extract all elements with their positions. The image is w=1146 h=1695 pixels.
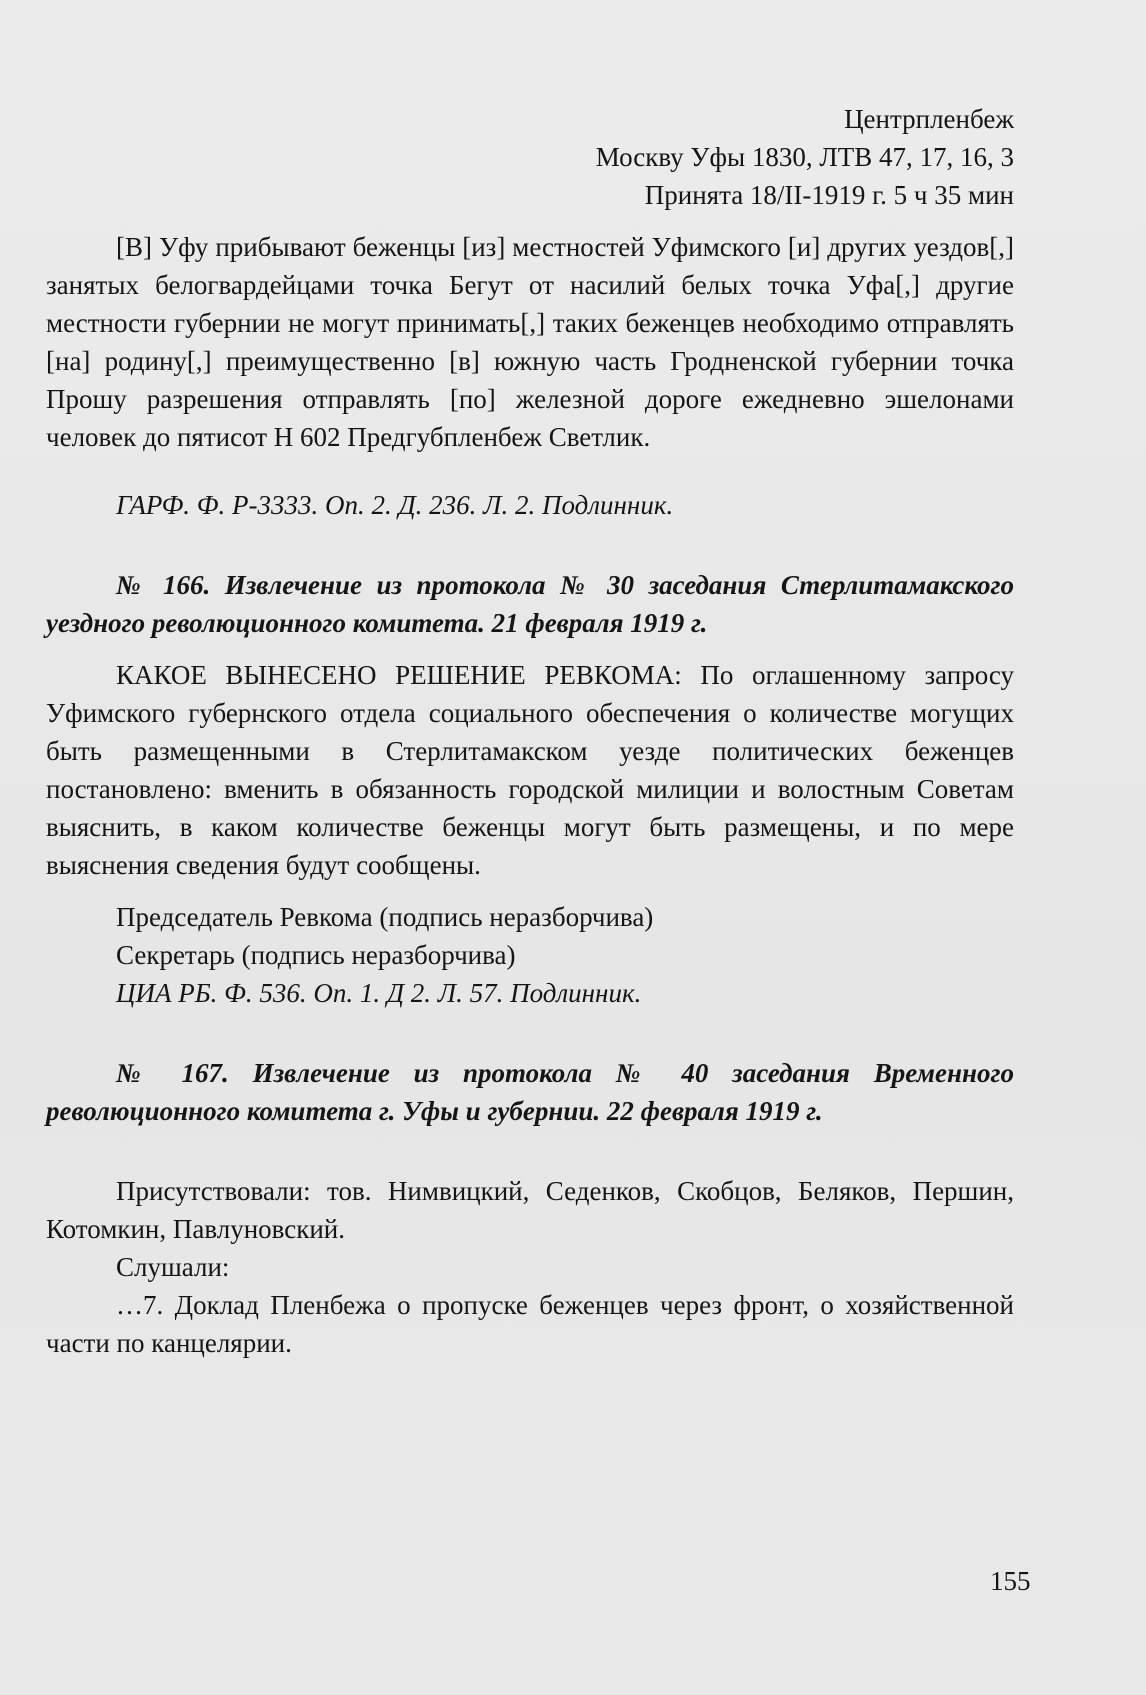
telegram-recipient: Центрпленбеж (844, 104, 1014, 134)
page-number: 155 (990, 1566, 1031, 1596)
telegram-received: Принята 18/II-1919 г. 5 ч 35 мин (644, 180, 1014, 210)
agenda-item-7: …7. Доклад Пленбежа о пропуске беженцев через фронт, о хозяйственной части по канцелярии. (46, 1290, 1014, 1358)
telegram-header (46, 100, 1014, 214)
archive-source-1: ГАРФ. Ф. Р-3333. Оп. 2. Д. 236. Л. 2. Подлинник. (116, 490, 674, 520)
telegram-body: [В] Уфу прибывают беженцы [из] местностей Уфимского [и] других уездов[,] занятых белогвардейцами точка Бегут от насилий белых точка Уфа[,] другие местности губернии не могут принимать[,] таких беженцев необходимо отправлять [на] родину[,] преимущественно [в] южную часть Гродненской губернии точка Прошу разрешения отправлять [по] железной дороге ежедневно эшелонами человек до пятисот Н 602 Предгубпленбеж Светлик. (46, 232, 1014, 452)
signature-chairman: Председатель Ревкома (подпись неразборчива) (116, 902, 654, 932)
page-content (46, 100, 1014, 1362)
document-166-title: № 166. Извлечение из протокола № 30 заседания Стерлитамакского уездного революционного комитета. 21 февраля 1919 г. (46, 570, 1014, 638)
heard-label: Слушали: (116, 1252, 230, 1282)
telegram-route: Москву Уфы 1830, ЛТВ 47, 17, 16, 3 (595, 142, 1014, 172)
document-166-body: КАКОЕ ВЫНЕСЕНО РЕШЕНИЕ РЕВКОМА: По оглашенному запросу Уфимского губернского отдела социального обеспечения о количестве могущих быть размещенными в Стерлитамакском уезде политических беженцев постановлено: вменить в обязанность городской милиции и волостным Советам выяснить, в каком количестве беженцы могут быть размещены, и по мере выяснения сведения будут сообщены. (46, 660, 1014, 880)
document-167-title: № 167. Извлечение из протокола № 40 заседания Временного революционного комитета г. Уфы и губернии. 22 февраля 1919 г. (46, 1058, 1014, 1126)
signature-secretary: Секретарь (подпись неразборчива) (116, 940, 516, 970)
archive-source-2: ЦИА РБ. Ф. 536. Оп. 1. Д 2. Л. 57. Подлинник. (116, 978, 642, 1008)
attendees-paragraph: Присутствовали: тов. Нимвицкий, Седенков, Скобцов, Беляков, Першин, Котомкин, Павлуновский. (46, 1176, 1014, 1244)
